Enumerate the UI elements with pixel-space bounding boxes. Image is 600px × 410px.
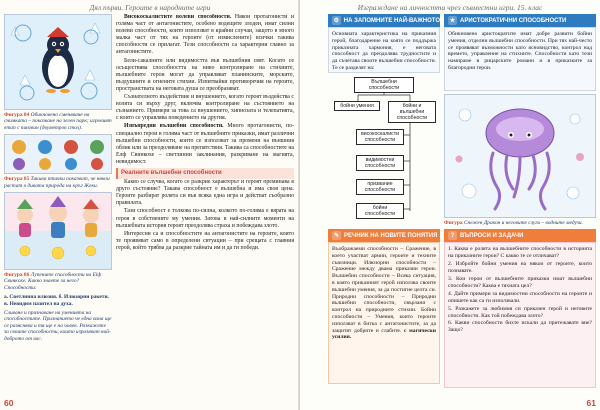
figure-86-task: Сливане и признаване на уменията на способностите. Признанието че една вана ще се разяснява и тя ще е на човек. Разкажете за своите способности, които изразяват най-доброто от вас. — [4, 310, 112, 342]
elf-abilities-illustration — [5, 193, 111, 269]
right-column-2 — [444, 14, 596, 402]
questions-list — [448, 246, 592, 334]
remember-intro-box: Основната характеристика на приказния герой, благодарение на която се поддържа приказната хармония, е неговата способност да преодолява трудностите и да съчетава своите вълшебни способности. Те се разделят на: — [328, 27, 440, 73]
question-icon: ? — [448, 231, 457, 240]
diagram-branch-right: бойни и вълшебни способности — [388, 101, 436, 123]
figure-elf-scene — [4, 192, 112, 270]
question-item: 6. Какви способности бихте искали да притежавате вие? Защо? — [448, 320, 592, 334]
left-running-header: Дял първи. Героите в народните игри — [89, 3, 211, 12]
figure-icon-grid — [4, 134, 112, 174]
figure-penguin-scene — [4, 14, 112, 110]
paragraph-1: Високоскалистите волеви способности. Някои протагонисти и голяма част от антагонистите, особено водещите злодеи, имат силни волеви способности, които използват в крайни случаи, защото в много малка част от тях на героите (от измислените) всички такива способности се прилагат. Тези способности са характерни главно за антагонистите. — [116, 14, 294, 56]
diagram-branch-left: бойни умения — [334, 101, 380, 111]
aristocratic-text-box: Обикновено аристократите имат добре развити бойни умения, отделни вълшебни способности. При тях най-често се проявяват възможности като ясновидство, контрол над времето, управление на стихиите. Способности като тези намираме в рицарските романи и в приказките за благородни герои. — [444, 27, 596, 91]
paragraph-2: Бели-сакалните или видимостта във вълшебния свят. Когато се осъществява способността на ниво контролиране на стихиите, вълшебните герои могат да управляват планинските, морските, въздушните и огнените стихии. Изпитвайки противоречия на героите, пространствата на неговата душа се преобразяват. — [116, 57, 294, 92]
jellyfish-illustration — [445, 95, 595, 217]
right-page-number: 61 — [586, 398, 596, 408]
figure-84-caption: Фигура 84 Обикновено сменяване на снимката – показване на зелен парк; игровият етап с пингвин (двуметров стол). — [4, 112, 112, 131]
right-page — [300, 0, 600, 410]
question-item: 5. Разкажете за любимия си приказен герой и неговите способности. Как той побеждава злото? — [448, 305, 592, 319]
question-item: 2. Избройте бойни умения на някои от героите, които познавате. — [448, 261, 592, 275]
paragraph-3: Съзнателното въздействие и внушението, когато героят въздейства с волята си върху друг, включва контролиране на състоянието на съзнанието. Примери за това са внушението, хипнозата и телепатията, с които се управлява поведението на другия. — [116, 94, 294, 122]
figure-86-caption: Фигура 86 Лупените способности на Еlф Свинкoхе. Какво знаете за него? Способности: — [4, 272, 102, 291]
aristocratic-banner: ★ АРИСТОКРАТИЧНИ СПОСОБНОСТИ — [444, 14, 596, 27]
vocab-box: Въображаеми способности – Сражение, в което участват армии, героите и техните съюзници. Илюзорни способности – Сражение между двама приказни герои. Вълшебни способности – Всяка ситуация, в която приказният герой използва своите вълшебни умения, за да постигне целта си. Природни способности – Природни вълшебни способности, свързани с контрол на природните стихии. Бойни способности – Умения, които героите използват в битка с антагонистите, за да защитят добрите и слабите. с магически усилия. — [328, 242, 440, 384]
star-icon: ★ — [449, 18, 456, 24]
diagram-child-3: призвание способности — [356, 179, 404, 195]
abilities-diagram — [328, 73, 440, 223]
paragraph-7: Интересни са и способностите на антагонистите на героите, които те проявяват само в определени ситуации – при срещата с главния герой, който трябва да разкрие тайната им и да ги победи. — [116, 230, 294, 251]
penguin-illustration — [5, 15, 111, 109]
right-running-header: Изграждане на личността чрез съвместни игри. 15. клас — [357, 3, 543, 12]
figure-86-abilities-list: а. Светлинна илюзия. б. Илюзорни ракети. в. Невидим пазител на духа. — [4, 294, 109, 307]
gear-icon: ⚙ — [333, 18, 340, 24]
book-icon: ✎ — [333, 233, 340, 239]
paragraph-4: Извънредни вълшебни способности. Много протагонисти, по-специално герои в голяма част от вълшебните приказки, имат различни вълшебни способности, които се използват за промени на външния облик или за преодоляване на препятствия. Такива са способностите на Елф Свинкохе – светлинни заклинания, разкриване на магията, невидимост. — [116, 123, 294, 165]
jellyfish-caption: Фигура Снежен Дракон и неговите слуги – водните медузи. — [444, 220, 583, 226]
right-column-1 — [328, 14, 440, 402]
figure-85-caption: Фигура 85 Такива птички показват, че някои растат в дивата природа на кръг Жеки. — [4, 176, 110, 189]
bird-icons-illustration — [5, 135, 111, 173]
jellyfish-figure — [444, 94, 596, 218]
vocab-banner: ✎ РЕЧНИК НА НОВИТЕ ПОНЯТИЯ — [328, 229, 440, 242]
diagram-root-node: Вълшебни способности — [354, 77, 414, 93]
question-item: 3. Кои герои от вълшебните приказки имат вълшебни способности? Каква е тяхната цел? — [448, 276, 592, 289]
questions-box — [444, 242, 596, 388]
diagram-child-4: бойни способности — [356, 203, 404, 219]
remember-banner: ⚙ НА ЗАПОМНИТЕ НАЙ-ВАЖНОТО — [328, 14, 440, 27]
diagram-child-1: високоскалисти способности — [356, 129, 404, 145]
left-main-text — [116, 14, 294, 402]
accent-section-title: Реалните вълшебни способности — [121, 169, 222, 176]
question-item: 4. Дайте примери за видимостни способности на героите и опишете как са ги използвали. — [448, 290, 592, 304]
accent-section — [116, 168, 294, 179]
paragraph-6: Тази способност е толкова по-силна, колкото по-голяма е вярата на героя в собствените му умения. Затова в най-силните моменти на вълшебната история героят преодолява страха и побеждава злото. — [116, 208, 294, 229]
left-page-number: 60 — [4, 398, 14, 408]
questions-banner: ? ВЪПРОСИ И ЗАДАЧИ — [444, 229, 596, 242]
left-figure-column — [4, 14, 112, 400]
paragraph-5: Какво се случва, когато се разкрие характерът и героят преминава в друго състояние? Такава способност е вълшебна и има своя цена. Героите разбират ролята си във всяка една игра и действат съобразно правилата. — [116, 179, 294, 207]
diagram-connectors — [328, 73, 440, 223]
question-item: 1. Каква е ролята на вълшебните способности в историята на приказните герои? С какво те се отличават? — [448, 246, 592, 260]
diagram-child-2: видимостни способности — [356, 155, 404, 171]
